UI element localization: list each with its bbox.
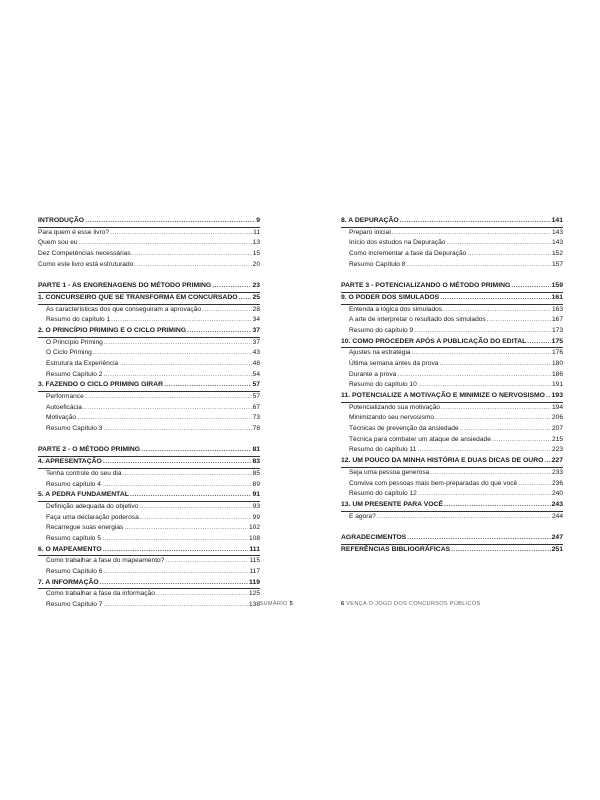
toc-entry-title: Resumo Capítulo 2 [46, 370, 103, 378]
toc-entry-page: 143 [551, 228, 563, 236]
toc-entry[interactable] [38, 392, 260, 403]
toc-dot-leader [492, 435, 551, 446]
toc-entry-title: O Princípio Priming [46, 338, 103, 346]
toc-entry-page: 67 [252, 403, 260, 411]
toc-entry-title: Resumo Capítulo 3 [46, 425, 103, 433]
toc-entry-title: Resumo Capítulo 6 [46, 568, 103, 575]
toc-entry[interactable] [341, 228, 563, 239]
toc-dot-leader [141, 445, 251, 456]
toc-dot-leader [140, 513, 252, 524]
toc-dot-leader [124, 523, 248, 534]
toc-entry-title: 7. A INFORMAÇÃO [38, 578, 99, 586]
toc-entry[interactable] [38, 403, 260, 414]
toc-entry-page: 227 [551, 457, 563, 465]
toc-dot-leader [439, 359, 551, 370]
toc-entry[interactable] [38, 281, 260, 293]
toc-entry-title: O Ciclo Priming [46, 349, 92, 357]
toc-entry-title: Resumo capítulo 4 [46, 480, 101, 488]
toc-entry[interactable] [38, 502, 260, 513]
toc-entry-title: Seja uma pessoa generosa [349, 468, 430, 476]
toc-dot-leader [407, 533, 550, 544]
toc-entry[interactable] [341, 370, 563, 381]
toc-entry[interactable] [38, 457, 260, 469]
toc-entry[interactable] [38, 600, 260, 611]
toc-dot-leader [443, 305, 551, 316]
toc-entry-title: Como trabalhar a fase do mapeamento? [46, 557, 165, 565]
toc-dot-leader [412, 348, 551, 359]
toc-dot-leader [165, 556, 248, 567]
toc-entry-page: 25 [252, 293, 260, 301]
toc-dot-leader [104, 338, 252, 349]
toc-entry[interactable] [341, 315, 563, 326]
toc-entry-page: 73 [252, 414, 260, 422]
toc-entry-page: 34 [252, 316, 260, 324]
toc-entry-page: 143 [551, 239, 563, 247]
toc-entry[interactable] [341, 413, 563, 424]
toc-entry-title: Resumo do capítulo 9 [349, 326, 414, 334]
toc-entry[interactable] [38, 469, 260, 480]
toc-entry-title: Início dos estudos na Depuração [349, 239, 446, 247]
toc-dot-leader [418, 489, 551, 500]
toc-entry-title: Motivação [46, 414, 77, 422]
toc-entry-page: 85 [252, 469, 260, 477]
footer-left-label: SUMÁRIO [259, 601, 288, 607]
toc-entry[interactable] [341, 456, 563, 468]
toc-entry-page: 161 [551, 293, 563, 301]
toc-dot-leader [444, 500, 551, 511]
toc-entry-title: Dez Competências necessárias [38, 250, 131, 258]
toc-entry-page: 180 [551, 359, 563, 367]
toc-entry-page: 175 [551, 337, 563, 345]
toc-entry-page: 193 [551, 392, 563, 399]
toc-entry-title: 8. A DEPURAÇÃO [341, 217, 399, 224]
toc-entry-title: 4. APRESENTAÇÃO [38, 458, 102, 466]
toc-entry-page: 9 [256, 217, 260, 224]
toc-entry-page: 93 [252, 502, 260, 510]
toc-entry-title: Entenda a lógica dos simulados [349, 305, 443, 313]
toc-entry[interactable] [341, 281, 563, 293]
toc-entry[interactable] [38, 490, 260, 502]
toc-entry-title: A arte de interpretar o resultado dos simulados [349, 316, 486, 324]
toc-entry-title: Potencializando sua motivação [349, 403, 440, 411]
toc-entry-page: 43 [252, 349, 260, 357]
toc-dot-leader [134, 260, 251, 271]
toc-entry[interactable] [341, 337, 563, 349]
toc-dot-leader [119, 359, 251, 370]
toc-dot-leader [102, 534, 248, 545]
toc-dot-leader [435, 413, 551, 424]
toc-entry-title: PARTE 1 - AS ENGRENAGENS DO MÉTODO PRIMING [38, 282, 212, 290]
toc-entry-title: AGRADECIMENTOS [341, 533, 407, 541]
toc-entry-title: Técnicas de prevenção da ansiedade [349, 425, 459, 433]
toc-entry-title: Resumo do capítulo 12 [349, 490, 417, 498]
toc-entry[interactable] [38, 326, 260, 338]
toc-dot-leader [77, 413, 252, 424]
toc-entry-page: 57 [252, 381, 260, 389]
toc-dot-leader [417, 445, 551, 456]
toc-entry-page: 13 [252, 239, 260, 247]
toc-dot-leader [400, 216, 551, 227]
toc-entry[interactable] [341, 391, 563, 403]
toc-entry[interactable] [38, 348, 260, 359]
toc-entry[interactable] [341, 348, 563, 359]
toc-entry-title: 5. A PEDRA FUNDAMENTAL [38, 491, 129, 499]
toc-entry-page: 163 [551, 305, 563, 313]
toc-entry-title: Preparo inicial [349, 228, 391, 236]
toc-entry[interactable] [341, 216, 563, 228]
toc-entry-title: PARTE 2 - O MÉTODO PRIMING [38, 446, 141, 454]
toc-entry-page: 125 [248, 590, 260, 598]
toc-entry-title: Conviva com pessoas mais bem-preparadas do que você [349, 479, 518, 487]
toc-entry-title: PARTE 3 - POTENCIALIZANDO O MÉTODO PRIMING [341, 282, 511, 290]
toc-entry-title: Para quem é esse livro? [38, 228, 110, 236]
toc-entry-title: Minimizando seu nervosismo [349, 414, 435, 422]
toc-entry-page: 57 [252, 393, 260, 400]
toc-dot-leader [414, 326, 551, 337]
toc-entry-page: 191 [551, 381, 563, 389]
toc-entry[interactable] [38, 556, 260, 567]
toc-dot-leader [103, 457, 252, 468]
toc-dot-leader [85, 216, 255, 227]
toc-dot-leader [93, 348, 252, 359]
toc-entry-title: 11. POTENCIALIZE A MOTIVAÇÃO E MINIMIZE O NERVOSISMO [341, 392, 545, 399]
toc-entry-page: 83 [252, 458, 260, 466]
toc-entry[interactable] [341, 445, 563, 456]
toc-entry[interactable] [341, 533, 563, 545]
toc-entry-title: As características dos que conseguiram a aprovação [46, 305, 202, 313]
toc-entry-page: 244 [551, 512, 563, 520]
toc-entry[interactable] [38, 567, 260, 578]
toc-entry[interactable] [341, 260, 563, 271]
toc-entry-title: Tenha controle do seu dia [46, 469, 122, 477]
toc-dot-leader [392, 228, 551, 239]
toc-entry-page: 54 [252, 370, 260, 378]
toc-dot-leader [406, 260, 551, 271]
toc-entry-title: Durante a prova [349, 370, 397, 378]
toc-entry[interactable] [38, 293, 260, 305]
toc-entry-page: 141 [551, 217, 563, 224]
toc-dot-leader [527, 337, 550, 348]
toc-spacer [38, 270, 260, 281]
toc-entry-page: 115 [249, 557, 260, 565]
toc-entry-title: Ajustes na estratégia [349, 349, 411, 357]
toc-entry[interactable] [341, 359, 563, 370]
toc-dot-leader [123, 469, 252, 480]
toc-entry-page: 240 [551, 490, 563, 498]
toc-entry[interactable] [341, 380, 563, 391]
toc-entry[interactable] [341, 468, 563, 479]
toc-entry-title: INTRODUÇÃO [38, 217, 85, 224]
toc-dot-leader [130, 490, 252, 501]
toc-spacer [38, 435, 260, 446]
toc-left-column [38, 216, 260, 611]
toc-entry[interactable] [38, 238, 260, 249]
toc-entry-page: 206 [551, 414, 563, 422]
toc-entry-page: 23 [252, 282, 260, 290]
toc-entry[interactable] [341, 249, 563, 260]
footer-right-page: 6 [341, 601, 345, 607]
footer-left-page: 5 [289, 601, 293, 607]
toc-dot-leader [132, 249, 252, 260]
toc-entry-page: 11 [253, 228, 260, 236]
toc-entry[interactable] [341, 293, 563, 305]
toc-entry-page: 37 [252, 326, 260, 334]
toc-entry-page: 48 [252, 359, 260, 367]
toc-entry-page: 247 [551, 533, 563, 541]
toc-entry[interactable] [38, 338, 260, 349]
toc-entry-title: 10. COMO PROCEDER APÓS A PUBLICAÇÃO DO EDITAL [341, 337, 527, 345]
toc-entry-page: 186 [551, 370, 563, 378]
toc-entry[interactable] [341, 326, 563, 337]
footer-left [260, 601, 294, 607]
toc-dot-leader [187, 326, 251, 337]
toc-entry[interactable] [38, 305, 260, 316]
toc-entry-page: 15 [252, 250, 260, 258]
toc-entry-page: 119 [249, 578, 260, 586]
toc-entry-page: 28 [252, 305, 260, 313]
toc-entry-title: Resumo do capítulo 10 [349, 381, 417, 389]
toc-dot-leader [239, 293, 252, 304]
toc-dot-leader [546, 391, 551, 402]
toc-entry-title: Autoeficácia [46, 403, 82, 411]
toc-entry[interactable] [341, 479, 563, 490]
toc-entry-page: 99 [252, 513, 260, 521]
toc-entry-title: 12. UM POUCO DA MINHA HISTÓRIA E DUAS DICAS DE OURO [341, 457, 544, 465]
toc-entry-page: 207 [551, 425, 563, 433]
toc-entry[interactable] [341, 403, 563, 414]
toc-entry-page: 157 [551, 260, 563, 268]
toc-entry-page: 102 [248, 524, 260, 532]
toc-dot-leader [446, 238, 551, 249]
toc-entry-title: Resumo do capítulo 11 [349, 446, 417, 454]
toc-entry[interactable] [38, 534, 260, 545]
toc-dot-leader [518, 479, 551, 490]
toc-entry[interactable] [38, 413, 260, 424]
toc-entry-title: 2. O PRINCÍPIO PRIMING E O CICLO PRIMING [38, 326, 187, 334]
toc-entry[interactable] [38, 216, 260, 228]
toc-dot-leader [441, 403, 551, 414]
toc-entry-page: 117 [249, 568, 260, 575]
toc-dot-leader [451, 545, 551, 556]
toc-entry-page: 176 [551, 349, 563, 357]
toc-dot-leader [544, 456, 550, 467]
toc-entry-title: Última semana antes da prova [349, 359, 439, 367]
toc-entry-title: E agora? [349, 512, 376, 520]
toc-spacer [341, 270, 563, 281]
toc-entry[interactable] [38, 380, 260, 392]
toc-dot-leader [103, 545, 249, 556]
toc-entry-title: Recarregue suas energias [46, 524, 124, 532]
toc-entry-title: 13. UM PRESENTE PARA VOCÊ [341, 500, 443, 508]
toc-dot-leader [397, 370, 551, 381]
toc-entry[interactable] [38, 249, 260, 260]
toc-dot-leader [156, 589, 248, 600]
toc-entry-page: 167 [551, 316, 563, 324]
toc-entry-page: 233 [551, 468, 563, 476]
toc-entry-title: Resumo Capítulo 7 [46, 601, 103, 609]
toc-entry-title: 1. CONCURSEIRO QUE SE TRANSFORMA EM CONCURSADO [38, 293, 238, 301]
toc-dot-leader [139, 502, 251, 513]
toc-dot-leader [460, 424, 551, 435]
toc-entry[interactable] [341, 424, 563, 435]
toc-entry[interactable] [38, 545, 260, 557]
toc-entry-page: 159 [551, 282, 563, 290]
toc-entry-title: Performance [46, 393, 84, 400]
toc-right-column [341, 216, 563, 555]
toc-entry-page: 194 [551, 403, 563, 411]
toc-dot-leader [377, 512, 551, 523]
toc-entry[interactable] [38, 424, 260, 435]
toc-dot-leader [430, 468, 551, 479]
toc-dot-leader [103, 600, 248, 611]
toc-entry-page: 91 [252, 491, 260, 499]
toc-entry[interactable] [341, 545, 563, 556]
toc-entry-page: 138 [248, 601, 260, 609]
toc-entry[interactable] [341, 500, 563, 512]
toc-dot-leader [100, 578, 248, 589]
toc-entry-page: 89 [252, 480, 260, 488]
toc-entry-title: Como incrementar a fase da Depuração [349, 250, 467, 258]
toc-dot-leader [111, 315, 252, 326]
toc-dot-leader [164, 380, 251, 391]
toc-entry[interactable] [38, 589, 260, 600]
toc-dot-leader [418, 380, 551, 391]
toc-spacer [341, 522, 563, 533]
toc-entry[interactable] [38, 445, 260, 457]
footer-right [341, 601, 481, 607]
toc-entry-page: 251 [551, 545, 563, 553]
toc-dot-leader [83, 403, 252, 414]
toc-dot-leader [102, 480, 252, 491]
toc-entry[interactable] [341, 305, 563, 316]
toc-dot-leader [212, 281, 251, 292]
toc-dot-leader [103, 370, 251, 381]
toc-entry-title: 3. FAZENDO O CICLO PRIMING GIRAR [38, 381, 163, 389]
toc-entry[interactable] [341, 489, 563, 500]
toc-entry[interactable] [38, 228, 260, 239]
toc-entry-title: Resumo do capítulo 1 [46, 316, 111, 324]
toc-entry-title: Resumo capítulo 5 [46, 534, 101, 542]
toc-entry-page: 108 [248, 534, 260, 542]
toc-entry-page: 78 [252, 425, 260, 433]
toc-entry-title: Técnica para combater um ataque de ansiedade [349, 435, 491, 443]
toc-entry-page: 37 [252, 338, 260, 346]
toc-entry-title: Definição adequada do objetivo [46, 502, 139, 510]
toc-entry[interactable] [341, 512, 563, 523]
toc-entry-page: 152 [551, 250, 563, 258]
toc-entry-page: 20 [252, 260, 260, 268]
toc-entry-page: 111 [249, 545, 260, 553]
toc-entry[interactable] [38, 513, 260, 524]
toc-entry-page: 223 [551, 446, 563, 454]
toc-entry-title: REFERÊNCIAS BIBLIOGRÁFICAS [341, 545, 451, 553]
toc-dot-leader [103, 567, 248, 578]
toc-entry-title: 6. O MAPEAMENTO [38, 545, 102, 553]
toc-entry-page: 215 [551, 435, 563, 443]
toc-dot-leader [202, 305, 252, 316]
footer-right-label: VENÇA O JOGO DOS CONCURSOS PÚBLICOS [346, 601, 481, 607]
toc-dot-leader [79, 238, 252, 249]
toc-entry-title: Estrutura da Experiência [46, 359, 119, 367]
toc-entry[interactable] [38, 578, 260, 590]
toc-entry-title: 9. O PODER DOS SIMULADOS [341, 293, 440, 301]
toc-entry-title: Faça uma declaração poderosa [46, 513, 139, 521]
toc-entry[interactable] [38, 359, 260, 370]
toc-dot-leader [85, 392, 252, 403]
toc-entry[interactable] [341, 435, 563, 446]
toc-entry-title: Como trabalhar a fase da informação [46, 590, 155, 598]
toc-entry[interactable] [38, 315, 260, 326]
toc-dot-leader [110, 228, 252, 239]
toc-dot-leader [103, 424, 251, 435]
toc-entry[interactable] [38, 260, 260, 271]
toc-dot-leader [440, 293, 550, 304]
toc-entry[interactable] [38, 480, 260, 491]
toc-entry-page: 81 [252, 446, 260, 454]
toc-entry[interactable] [38, 370, 260, 381]
toc-entry[interactable] [38, 523, 260, 534]
toc-dot-leader [511, 281, 550, 292]
toc-entry-page: 173 [551, 326, 563, 334]
toc-entry-page: 236 [551, 479, 563, 487]
toc-entry-title: Como este livro está estruturado [38, 260, 134, 268]
toc-dot-leader [487, 315, 551, 326]
toc-entry-title: Quem sou eu [38, 239, 78, 247]
toc-entry-title: Resumo Capítulo 8 [349, 260, 406, 268]
toc-entry-page: 243 [551, 500, 563, 508]
toc-entry[interactable] [341, 238, 563, 249]
toc-dot-leader [467, 249, 551, 260]
